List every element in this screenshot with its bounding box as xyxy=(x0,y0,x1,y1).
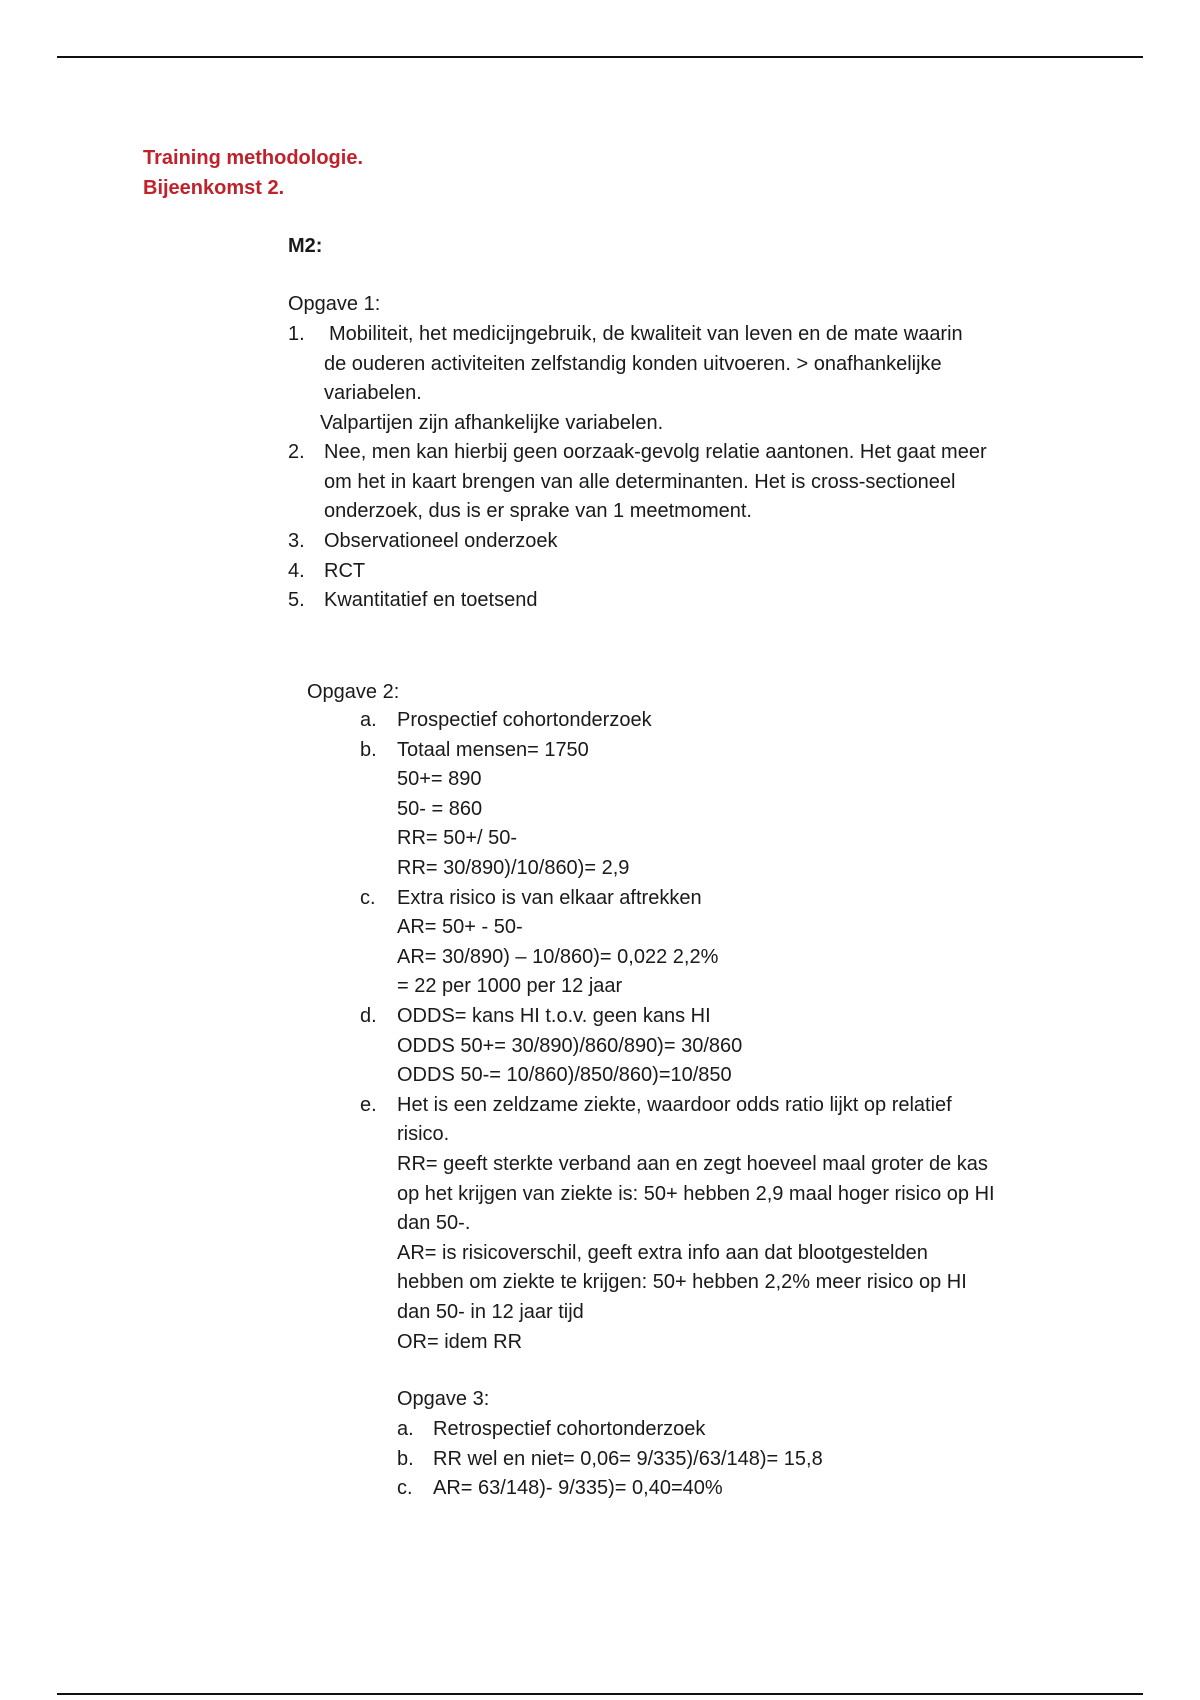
opgave3-heading: Opgave 3: xyxy=(397,1388,490,1410)
opgave2-list xyxy=(360,706,1080,1357)
list-item: a. Prospectief cohortonderzoek xyxy=(360,709,652,731)
list-item: 5. Kwantitatief en toetsend xyxy=(288,589,538,612)
list-item: c. Extra risico is van elkaar aftrekken AR= 50+ - 50- AR= 30/890) – 10/860)= 0,022 2,2% = 22 per 1000 per 12 jaar xyxy=(360,886,719,998)
opgave2-heading: Opgave 2: xyxy=(307,681,400,703)
list-item: 3. Observationeel onderzoek xyxy=(288,530,558,552)
opgave3-list xyxy=(397,1415,1077,1504)
list-item: a. Retrospectief cohortonderzoek xyxy=(397,1418,706,1440)
section-heading: M2: xyxy=(288,235,323,257)
list-item: 2. Nee, men kan hierbij geen oorzaak-gevolg relatie aantonen. Het gaat meer om het in kaart brengen van alle determinanten. Het is cross-sectioneel onderzoek, dus is er sprake van 1 meetmoment. xyxy=(288,441,987,523)
opgave1-heading: Opgave 1: xyxy=(288,293,381,315)
document-title xyxy=(143,143,363,203)
list-item: e. Het is een zeldzame ziekte, waardoor odds ratio lijkt op relatief risico. RR= geeft sterkte verband aan en zegt hoeveel maal groter de kas op het krijgen van ziekte is: 50+ hebben 2,9 maal hoger risico op HI dan 50-. AR= is risicoverschil, geeft extra info aan dat blootgestelden hebben om ziekte te krijgen: 50+ hebben 2,2% meer risico op HI dan 50- in 12 jaar tijd OR= idem RR xyxy=(360,1093,995,1353)
list-item: 4. RCT xyxy=(288,559,366,582)
title-line-1: Training methodologie. xyxy=(143,147,363,169)
list-item: c. AR= 63/148)- 9/335)= 0,40=40% xyxy=(397,1477,723,1500)
list-item: b. RR wel en niet= 0,06= 9/335)/63/148)= 15,8 xyxy=(397,1447,823,1470)
title-line-2: Bijeenkomst 2. xyxy=(143,177,285,199)
bottom-rule xyxy=(57,1693,1143,1695)
list-item: 1. Mobiliteit, het medicijngebruik, de kwaliteit van leven en de mate waarin de ouderen activiteiten zelfstandig konden uitvoeren. > onafhankelijke variabelen. Valpartijen zijn afhankelijke variabelen. xyxy=(288,323,963,434)
list-item: d. ODDS= kans HI t.o.v. geen kans HI ODDS 50+= 30/890)/860/890)= 30/860 ODDS 50-= 10/860)/850/860)=10/850 xyxy=(360,1004,743,1087)
list-item: b. Totaal mensen= 1750 50+= 890 50- = 860 RR= 50+/ 50- RR= 30/890)/10/860)= 2,9 xyxy=(360,738,630,879)
opgave1-list xyxy=(288,320,1068,616)
top-rule xyxy=(57,56,1143,58)
